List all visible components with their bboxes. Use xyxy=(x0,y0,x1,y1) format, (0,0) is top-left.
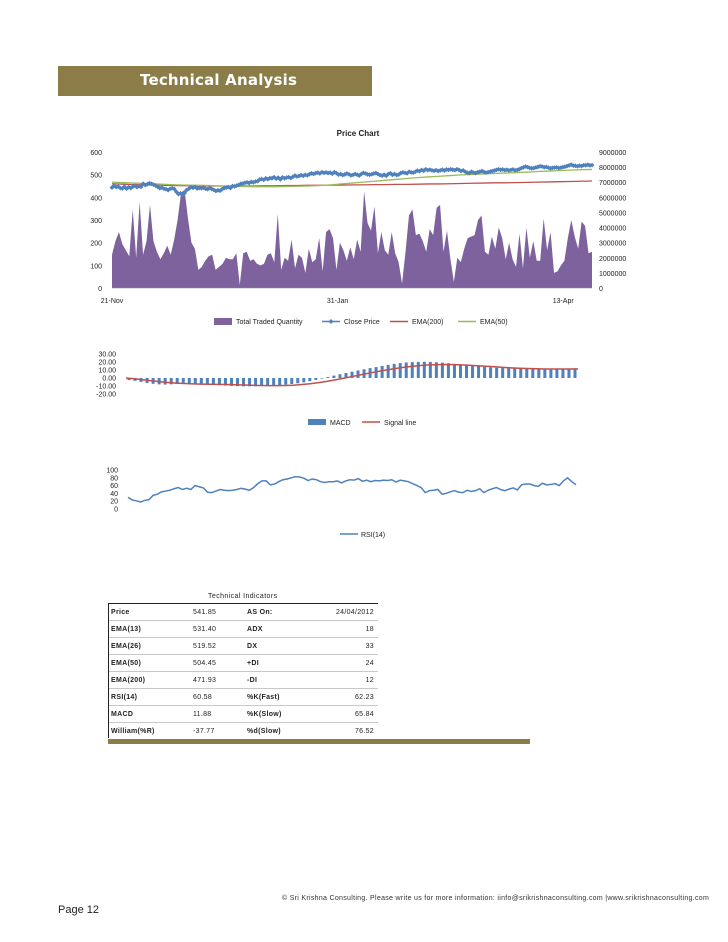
y-tick-label: 10.00 xyxy=(98,367,116,375)
section-title: Technical Analysis xyxy=(140,71,298,89)
page-number: Page 12 xyxy=(58,904,99,916)
macd-bar xyxy=(471,366,474,378)
indicator-label: EMA(13) xyxy=(108,621,191,638)
macd-bar xyxy=(278,378,281,385)
indicator-label: EMA(26) xyxy=(108,638,191,655)
macd-bar xyxy=(296,378,299,383)
y2-tick-label: 8000000 xyxy=(599,165,627,173)
macd-bar xyxy=(423,362,426,378)
macd-bar xyxy=(483,367,486,378)
indicator-label: EMA(50) xyxy=(108,655,191,672)
macd-bar xyxy=(513,368,516,378)
legend-label: RSI(14) xyxy=(361,532,386,539)
legend-label: EMA(50) xyxy=(480,319,508,326)
macd-bar xyxy=(543,369,546,378)
indicator-label: RSI(14) xyxy=(108,689,191,706)
macd-bar xyxy=(338,374,341,378)
indicator-value: 504.45 xyxy=(191,655,235,672)
macd-bar xyxy=(459,364,462,378)
y-tick-label: 300 xyxy=(90,218,102,225)
macd-bar xyxy=(477,366,480,378)
indicator-row xyxy=(108,655,378,672)
y-tick-label: 40 xyxy=(110,490,118,498)
macd-chart xyxy=(0,345,728,435)
y-tick-label: -10.00 xyxy=(96,383,116,391)
indicator-row xyxy=(108,638,378,655)
macd-bar xyxy=(501,368,504,378)
indicator-value-right: 12 xyxy=(311,672,378,689)
macd-bar xyxy=(453,364,456,378)
indicator-label-right: ADX xyxy=(235,621,311,638)
indicator-row xyxy=(108,621,378,638)
y-tick-label: 80 xyxy=(110,475,118,483)
indicator-label-right: DX xyxy=(235,638,311,655)
macd-bar xyxy=(537,369,540,378)
macd-bar xyxy=(507,368,510,378)
indicator-label-right: %d(Slow) xyxy=(235,723,311,740)
macd-bar xyxy=(387,365,390,378)
indicator-value-right: 24 xyxy=(311,655,378,672)
rsi-line xyxy=(128,477,576,502)
macd-bar xyxy=(164,378,167,385)
indicator-value-right: 76.52 xyxy=(311,723,378,740)
legend-swatch xyxy=(214,318,232,325)
y-tick-label: 30.00 xyxy=(98,351,116,359)
series-line xyxy=(112,169,592,186)
legend-label: Signal line xyxy=(384,420,417,427)
y-tick-label: -20.00 xyxy=(96,391,116,399)
y-tick-label: 100 xyxy=(106,467,118,475)
macd-bar xyxy=(194,378,197,384)
y-tick-label: 0 xyxy=(114,506,118,514)
macd-bar xyxy=(272,378,275,385)
indicator-value-right: 62.23 xyxy=(311,689,378,706)
x-tick-label: 21-Nov xyxy=(100,298,124,305)
y2-tick-label: 2000000 xyxy=(599,255,627,263)
macd-bar xyxy=(381,366,384,378)
y2-tick-label: 4000000 xyxy=(599,225,627,233)
legend-swatch xyxy=(308,419,326,425)
indicator-label-right: +DI xyxy=(235,655,311,672)
macd-bar xyxy=(447,363,450,378)
y-tick-label: 20.00 xyxy=(98,359,116,367)
y2-tick-label: 1000000 xyxy=(599,270,627,278)
macd-bar xyxy=(188,378,191,384)
y2-tick-label: 0 xyxy=(599,286,603,293)
y2-tick-label: 9000000 xyxy=(599,150,627,157)
indicator-row xyxy=(108,723,378,740)
price-chart-title: Price Chart xyxy=(336,129,380,138)
legend-label: Close Price xyxy=(344,319,380,326)
price-chart xyxy=(0,120,728,340)
macd-bar xyxy=(332,376,335,378)
indicator-label: Price xyxy=(108,604,191,621)
macd-bar xyxy=(302,378,305,382)
y-tick-label: 0 xyxy=(98,286,102,293)
macd-bar xyxy=(200,378,203,384)
macd-bar xyxy=(567,369,570,378)
legend-marker xyxy=(329,319,334,324)
macd-bar xyxy=(405,362,408,378)
y-tick-label: 200 xyxy=(90,240,102,248)
macd-bar xyxy=(320,378,323,379)
indicator-row xyxy=(108,672,378,689)
macd-bar xyxy=(326,377,329,378)
y2-tick-label: 3000000 xyxy=(599,240,627,248)
y-tick-label: 20 xyxy=(110,498,118,506)
macd-bar xyxy=(549,369,552,378)
macd-bar xyxy=(525,369,528,378)
indicator-label-right: -DI xyxy=(235,672,311,689)
bottom-accent-bar xyxy=(108,739,530,744)
indicator-value: 471.93 xyxy=(191,672,235,689)
indicator-value-right: 24/04/2012 xyxy=(311,604,378,621)
legend-label: EMA(200) xyxy=(412,319,444,326)
indicators-left-rule xyxy=(108,604,109,738)
macd-bar xyxy=(284,378,287,385)
indicator-label: EMA(200) xyxy=(108,672,191,689)
macd-bar xyxy=(308,378,311,381)
macd-bar xyxy=(314,378,317,380)
legend-label: Total Traded Quantity xyxy=(236,319,303,326)
indicator-value: 531.40 xyxy=(191,621,235,638)
macd-bar xyxy=(465,365,468,378)
indicators-table xyxy=(108,604,378,740)
y-tick-label: 60 xyxy=(110,483,118,491)
indicator-value-right: 65.84 xyxy=(311,706,378,723)
indicator-label: William(%R) xyxy=(108,723,191,740)
legend-label: MACD xyxy=(330,420,351,427)
y-tick-label: 100 xyxy=(90,263,102,271)
x-tick-label: 13-Apr xyxy=(552,298,574,305)
footer-note: © Sri Krishna Consulting. Please write us for more information: iinfo@srikrishnaconsulting.com |www.srikrishnaconsulting.com xyxy=(282,895,710,902)
indicator-label-right: %K(Fast) xyxy=(235,689,311,706)
macd-bar xyxy=(489,367,492,378)
macd-bar xyxy=(531,369,534,378)
indicator-row xyxy=(108,706,378,723)
indicator-label: MACD xyxy=(108,706,191,723)
y2-tick-label: 5000000 xyxy=(599,210,627,218)
y-tick-label: 0.00 xyxy=(102,375,116,383)
macd-bar xyxy=(290,378,293,384)
indicator-value: 519.52 xyxy=(191,638,235,655)
macd-bar xyxy=(411,362,414,378)
macd-bar xyxy=(561,369,564,378)
indicator-value: 11.88 xyxy=(191,706,235,723)
indicator-value: 541.85 xyxy=(191,604,235,621)
macd-bar xyxy=(519,369,522,378)
macd-bar xyxy=(495,368,498,378)
y2-tick-label: 6000000 xyxy=(599,195,627,203)
indicator-value: -37.77 xyxy=(191,723,235,740)
indicators-title: Technical Indicators xyxy=(208,593,278,600)
indicator-row xyxy=(108,604,378,621)
macd-bar xyxy=(357,370,360,378)
indicator-label-right: %K(Slow) xyxy=(235,706,311,723)
indicator-value-right: 33 xyxy=(311,638,378,655)
macd-bar xyxy=(266,378,269,386)
y-tick-label: 500 xyxy=(90,172,102,180)
x-tick-label: 31-Jan xyxy=(326,298,349,305)
y-tick-label: 400 xyxy=(90,195,102,203)
indicator-value: 60.58 xyxy=(191,689,235,706)
indicator-row xyxy=(108,689,378,706)
y-tick-label: 600 xyxy=(90,150,102,157)
y2-tick-label: 7000000 xyxy=(599,180,627,188)
macd-bar xyxy=(417,362,420,378)
macd-bar xyxy=(393,364,396,378)
macd-bar xyxy=(573,369,576,379)
indicator-value-right: 18 xyxy=(311,621,378,638)
macd-bar xyxy=(555,369,558,378)
macd-bar xyxy=(399,363,402,378)
rsi-chart xyxy=(0,460,728,550)
volume-area xyxy=(112,190,592,288)
indicator-label-right: AS On: xyxy=(235,604,311,621)
